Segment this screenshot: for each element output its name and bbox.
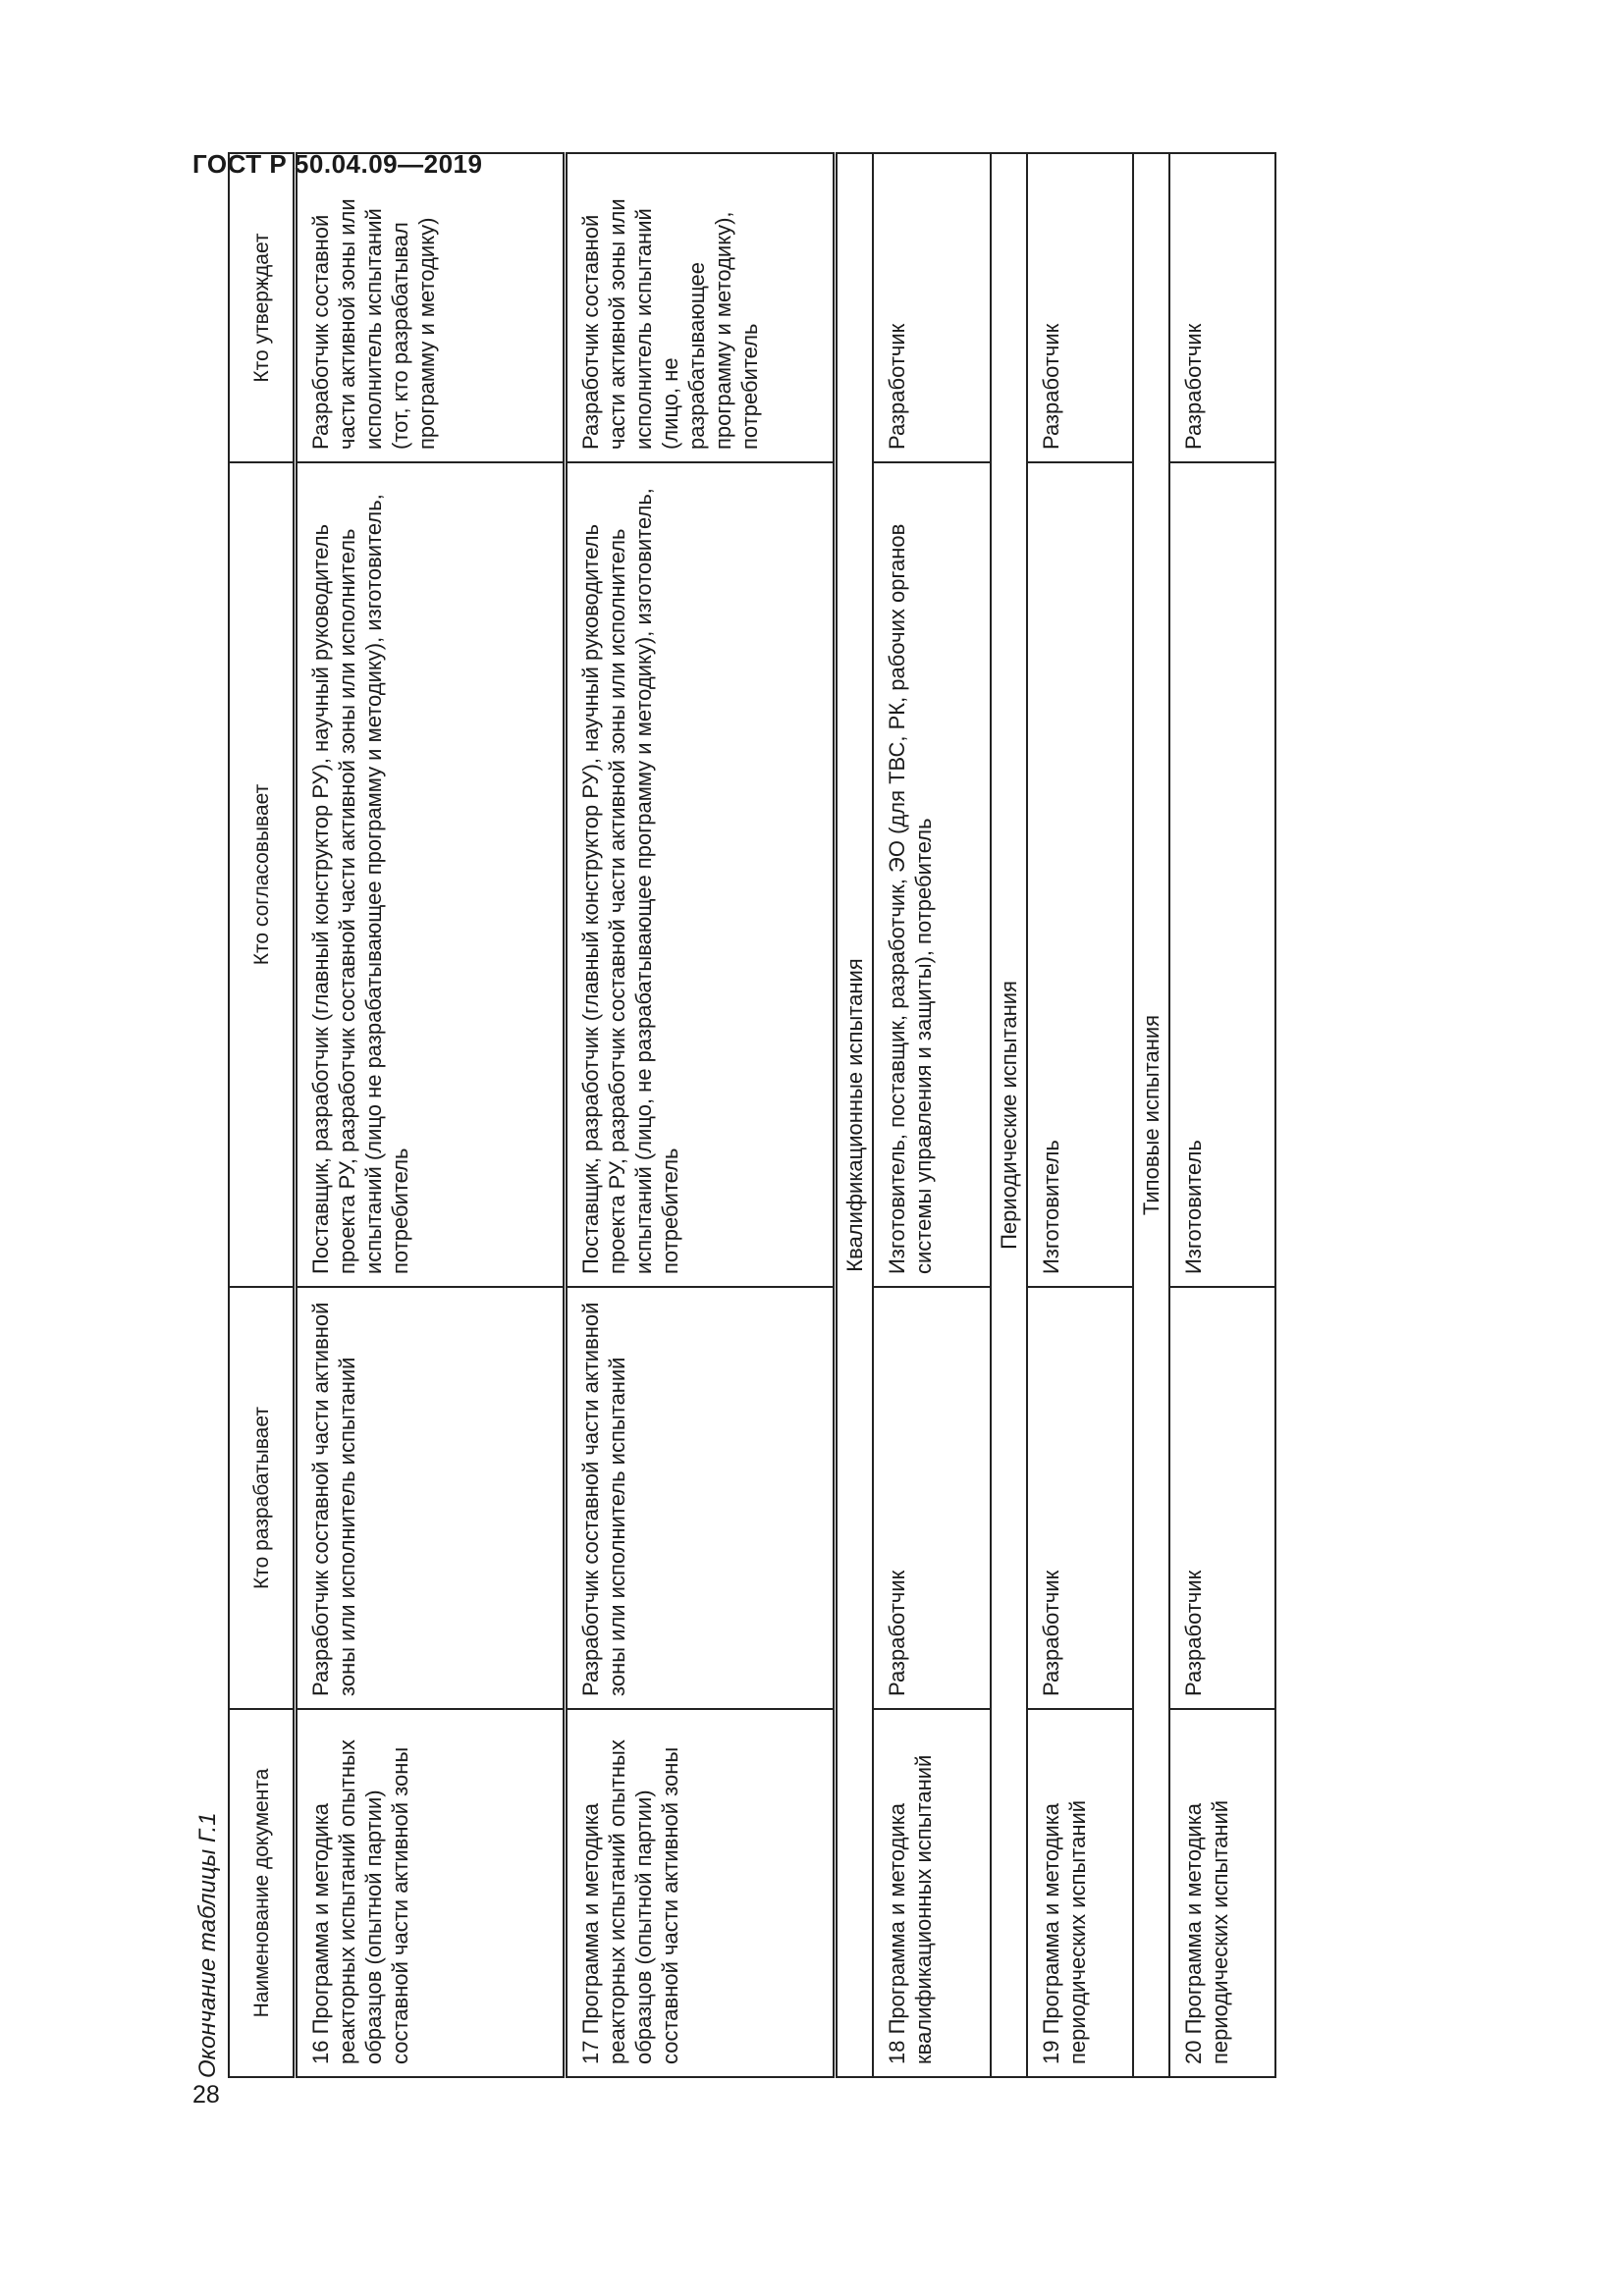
row-20-name: 20 Программа и методика периодических испытаний — [1169, 1709, 1275, 2077]
table-row — [1027, 153, 1133, 2077]
section-row-type — [1133, 153, 1169, 2077]
row-18-name: 18 Программа и методика квалификационных испытаний — [873, 1709, 991, 2077]
table-row — [873, 153, 991, 2077]
column-header-develops: Кто разрабатывает — [229, 1287, 296, 1709]
document-header: ГОСТ Р 50.04.09—2019 — [192, 149, 483, 179]
table-caption: Окончание таблицы Г.1 — [194, 1812, 221, 2078]
section-row-qualification — [836, 153, 874, 2077]
row-17-name: 17 Программа и методика реакторных испытаний опытных образцов (опытной партии) составной части активной зоны — [566, 1709, 836, 2077]
row-16-approves: Разработчик составной части активной зоны или исполнитель испытаний (тот, кто разрабатывал программу и методику) — [296, 153, 566, 462]
row-16-name: 16 Программа и методика реакторных испытаний опытных образцов (опытной партии) составной части активной зоны — [296, 1709, 566, 2077]
row-16-develops: Разработчик составной части активной зоны или исполнитель испытаний — [296, 1287, 566, 1709]
table-row — [1169, 153, 1275, 2077]
table-row — [296, 153, 566, 2077]
column-header-approves: Кто утверждает — [229, 153, 296, 462]
column-header-name: Наименование документа — [229, 1709, 296, 2077]
documents-table — [228, 152, 1276, 2078]
table-header-row — [229, 153, 296, 2077]
row-19-develops: Разработчик — [1027, 1287, 1133, 1709]
row-18-approves: Разработчик — [873, 153, 991, 462]
row-19-name: 19 Программа и методика периодических испытаний — [1027, 1709, 1133, 2077]
row-17-develops: Разработчик составной части активной зоны или исполнитель испытаний — [566, 1287, 836, 1709]
section-title-periodic: Периодические испытания — [991, 153, 1027, 2077]
table-row — [566, 153, 836, 2077]
row-19-agrees: Изготовитель — [1027, 462, 1133, 1287]
row-16-agrees: Поставщик, разработчик (главный конструктор РУ), научный руководитель проекта РУ, разработчик составной части активной зоны или исполнитель испытаний (лицо не разрабатывающее программу и методику), изготовитель, потребитель — [296, 462, 566, 1287]
row-18-agrees: Изготовитель, поставщик, разработчик, ЭО (для ТВС, РК, рабочих органов системы управления и защиты), потребитель — [873, 462, 991, 1287]
column-header-agrees: Кто согласовывает — [229, 462, 296, 1287]
row-20-develops: Разработчик — [1169, 1287, 1275, 1709]
row-19-approves: Разработчик — [1027, 153, 1133, 462]
row-20-agrees: Изготовитель — [1169, 462, 1275, 1287]
rotated-table-block — [190, 154, 1232, 2078]
row-20-approves: Разработчик — [1169, 153, 1275, 462]
row-18-develops: Разработчик — [873, 1287, 991, 1709]
row-17-agrees: Поставщик, разработчик (главный конструктор РУ), научный руководитель проекта РУ, разработчик составной части активной зоны или исполнитель испытаний (лицо, не разрабатывающее программу и методику), изготовитель, потребитель — [566, 462, 836, 1287]
section-row-periodic — [991, 153, 1027, 2077]
page-number: 28 — [192, 2081, 220, 2109]
section-title-qualification: Квалификационные испытания — [836, 153, 874, 2077]
section-title-type: Типовые испытания — [1133, 153, 1169, 2077]
row-17-approves: Разработчик составной части активной зоны или исполнитель испытаний (лицо, не разрабатывающее программу и методику), потребитель — [566, 153, 836, 462]
